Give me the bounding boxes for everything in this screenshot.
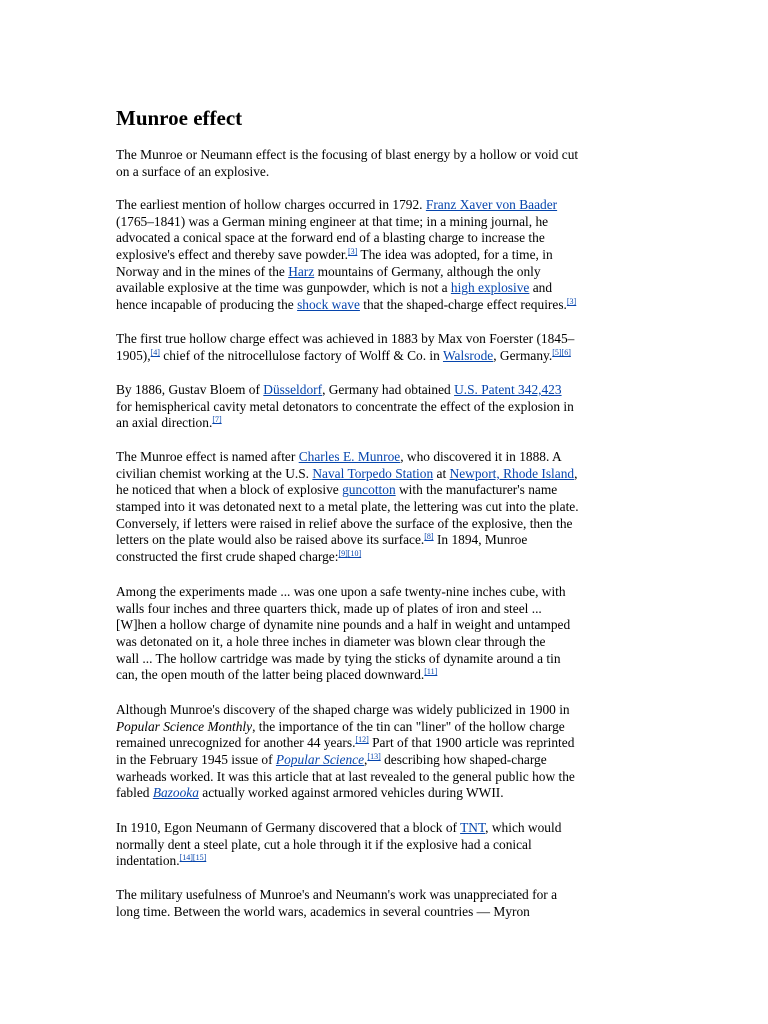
text-span: 1905), bbox=[116, 347, 151, 363]
text-span: Norway and in the mines of the bbox=[116, 263, 289, 279]
text-line bbox=[116, 667, 656, 684]
text-span: , the importance of the tin can "liner" of the hollow charge bbox=[252, 718, 565, 734]
paragraph-foerster bbox=[116, 331, 656, 364]
text-span: with the manufacturer's name bbox=[395, 482, 558, 498]
link-tnt[interactable]: TNT bbox=[460, 820, 486, 835]
text-span: and bbox=[529, 280, 553, 296]
text-span: , which would bbox=[485, 820, 562, 835]
text-line: long time. Between the world wars, academics in several countries — Myron bbox=[116, 903, 530, 919]
text-line: [W]hen a hollow charge of dynamite nine pounds and a half in weight and untamped bbox=[116, 617, 571, 633]
text-line: normally dent a steel plate, cut a hole through it if the explosive had a conical bbox=[116, 836, 532, 852]
text-span: mountains of Germany, although the only bbox=[314, 263, 541, 279]
text-line bbox=[116, 820, 656, 837]
text-line bbox=[116, 415, 656, 432]
citation-ref-15[interactable]: [15] bbox=[192, 853, 207, 863]
link-naval-torpedo-station[interactable]: Naval Torpedo Station bbox=[312, 465, 434, 481]
paragraph-intro bbox=[116, 147, 656, 180]
text-line bbox=[116, 348, 656, 365]
text-span: an axial direction. bbox=[116, 415, 213, 431]
text-span: at bbox=[433, 465, 450, 481]
citation-ref-8[interactable]: [8] bbox=[424, 532, 434, 542]
text-line bbox=[116, 382, 656, 399]
citation-ref-3[interactable]: [3] bbox=[566, 297, 577, 307]
text-line bbox=[116, 264, 656, 281]
citation-ref-10[interactable]: [10] bbox=[347, 549, 362, 559]
citation-ref-7[interactable]: [7] bbox=[212, 415, 222, 425]
text-span: fabled bbox=[116, 785, 153, 801]
text-line bbox=[116, 549, 656, 566]
link-bazooka[interactable] bbox=[153, 785, 199, 800]
text-line bbox=[116, 735, 656, 752]
paragraph-neumann bbox=[116, 820, 656, 870]
paragraph-popular-science bbox=[116, 702, 656, 802]
text-span: constructed the first crude shaped charge: bbox=[116, 549, 339, 565]
text-line bbox=[116, 280, 656, 297]
text-span: hence incapable of producing the bbox=[116, 297, 298, 313]
citation-ref-6[interactable]: [6] bbox=[561, 347, 571, 357]
text-span: chief of the nitrocellulose factory of Wolff & Co. in bbox=[159, 347, 443, 363]
text-span: In 1894, Munroe bbox=[433, 532, 528, 548]
text-line bbox=[116, 785, 656, 802]
text-span: In 1910, Egon Neumann of Germany discovered that a block of bbox=[116, 820, 461, 835]
link-guncotton[interactable]: guncotton bbox=[342, 482, 396, 498]
text-line: The Munroe or Neumann effect is the focusing of blast energy by a hollow or void cut bbox=[116, 147, 579, 162]
link-dusseldorf[interactable]: Düsseldorf bbox=[263, 382, 323, 397]
text-span: , Germany. bbox=[493, 347, 553, 363]
text-line: The first true hollow charge effect was achieved in 1883 by Max von Foerster (1845– bbox=[116, 331, 575, 346]
link-high-explosive[interactable]: high explosive bbox=[450, 280, 530, 296]
text-span: available explosive at the time was gunpowder, which is not a bbox=[116, 280, 451, 296]
text-line: Conversely, if letters were raised in relief above the surface of the explosive, then the bbox=[116, 515, 573, 531]
text-line bbox=[116, 752, 656, 769]
text-line bbox=[116, 719, 656, 736]
citation-ref-12[interactable]: [12] bbox=[355, 735, 369, 745]
text-span: actually worked against armored vehicles during WWII. bbox=[198, 785, 504, 801]
text-line: advocated a conical space at the forward end of a blasting charge to increase the bbox=[116, 230, 545, 246]
text-span: , bbox=[574, 465, 578, 481]
text-line: was detonated on it, a hole three inches in diameter was blown clear through the bbox=[116, 634, 546, 650]
italic-title: Popular Science Monthly bbox=[116, 718, 253, 734]
link-popular-science[interactable] bbox=[276, 752, 364, 767]
text-span: civilian chemist working at the U.S. bbox=[116, 465, 313, 481]
text-line: walls four inches and three quarters thick, made up of plates of iron and steel ... bbox=[116, 600, 542, 616]
text-line bbox=[116, 853, 656, 870]
text-span: letters on the plate would also be raised above its surface. bbox=[116, 532, 425, 548]
citation-ref-4[interactable]: [4] bbox=[150, 347, 160, 357]
text-span: he noticed that when a block of explosive bbox=[116, 482, 343, 498]
text-line bbox=[116, 247, 656, 264]
citation-ref-9[interactable]: [9] bbox=[338, 549, 348, 559]
citation-ref-13[interactable]: [13] bbox=[367, 752, 381, 762]
text-span: that the shaped-charge effect requires. bbox=[359, 297, 567, 313]
link-label: Bazooka bbox=[152, 785, 199, 801]
text-line: wall ... The hollow cartridge was made by tying the sticks of dynamite around a tin bbox=[116, 650, 561, 666]
text-line: for hemispherical cavity metal detonators to concentrate the effect of the explosion in bbox=[116, 398, 574, 414]
text-span: remained unrecognized for another 44 years. bbox=[116, 735, 356, 751]
article-title: Munroe effect bbox=[116, 106, 243, 130]
link-walsrode[interactable]: Walsrode bbox=[442, 347, 494, 363]
text-span: The earliest mention of hollow charges occurred in 1792. bbox=[116, 197, 426, 212]
text-span: By 1886, Gustav Bloem of bbox=[116, 382, 264, 397]
text-span: in the February 1945 issue of bbox=[116, 752, 276, 768]
paragraph-military bbox=[116, 887, 656, 920]
citation-ref-11[interactable]: [11] bbox=[424, 667, 438, 677]
citation-ref-14[interactable]: [14] bbox=[179, 853, 193, 863]
text-line: Among the experiments made ... was one upon a safe twenty-nine inches cube, with bbox=[116, 584, 566, 599]
text-line: (1765–1841) was a German mining engineer at that time; in a mining journal, he bbox=[116, 213, 549, 229]
text-line bbox=[116, 449, 656, 466]
link-us-patent[interactable]: U.S. Patent 342,423 bbox=[454, 382, 562, 397]
citation-ref-3[interactable]: [3] bbox=[347, 247, 358, 257]
text-span: Part of that 1900 article was reprinted bbox=[368, 735, 575, 751]
text-line bbox=[116, 297, 656, 314]
text-span: The idea was adopted, for a time, in bbox=[357, 247, 553, 263]
text-line: Although Munroe's discovery of the shaped charge was widely publicized in 1900 in bbox=[116, 702, 570, 717]
text-line bbox=[116, 482, 656, 499]
paragraph-quotation bbox=[116, 584, 656, 684]
text-span: The Munroe effect is named after bbox=[116, 449, 299, 464]
link-newport-rhode-island[interactable]: Newport, Rhode Island bbox=[449, 465, 575, 481]
paragraph-history bbox=[116, 197, 656, 314]
text-line: The military usefulness of Munroe's and Neumann's work was unappreciated for a bbox=[116, 887, 558, 902]
link-shock-wave[interactable]: shock wave bbox=[297, 297, 360, 313]
text-line bbox=[116, 197, 656, 214]
link-harz[interactable]: Harz bbox=[288, 263, 315, 279]
text-line bbox=[116, 466, 656, 483]
text-span: describing how shaped-charge bbox=[380, 752, 547, 768]
text-line: warheads worked. It was this article that at last revealed to the general public how the bbox=[116, 768, 575, 784]
text-line bbox=[116, 532, 656, 549]
link-franz-xaver-von-baader[interactable]: Franz Xaver von Baader bbox=[425, 197, 558, 212]
text-span: , bbox=[364, 752, 368, 768]
paragraph-munroe bbox=[116, 449, 656, 566]
text-span: , Germany had obtained bbox=[322, 382, 455, 397]
text-line: on a surface of an explosive. bbox=[116, 163, 270, 179]
text-line: stamped into it was detonated next to a metal plate, the lettering was cut into the plate. bbox=[116, 499, 579, 515]
text-span: indentation. bbox=[116, 853, 180, 869]
paragraph-bloem bbox=[116, 382, 656, 432]
citation-ref-5[interactable]: [5] bbox=[552, 347, 562, 357]
link-charles-e-munroe[interactable]: Charles E. Munroe bbox=[298, 449, 401, 464]
link-label: Popular Science bbox=[275, 752, 365, 768]
text-span: , who discovered it in 1888. A bbox=[400, 449, 562, 464]
text-span: explosive's effect and thereby save powder. bbox=[116, 247, 348, 263]
text-span: can, the open mouth of the latter being placed downward. bbox=[116, 667, 425, 683]
